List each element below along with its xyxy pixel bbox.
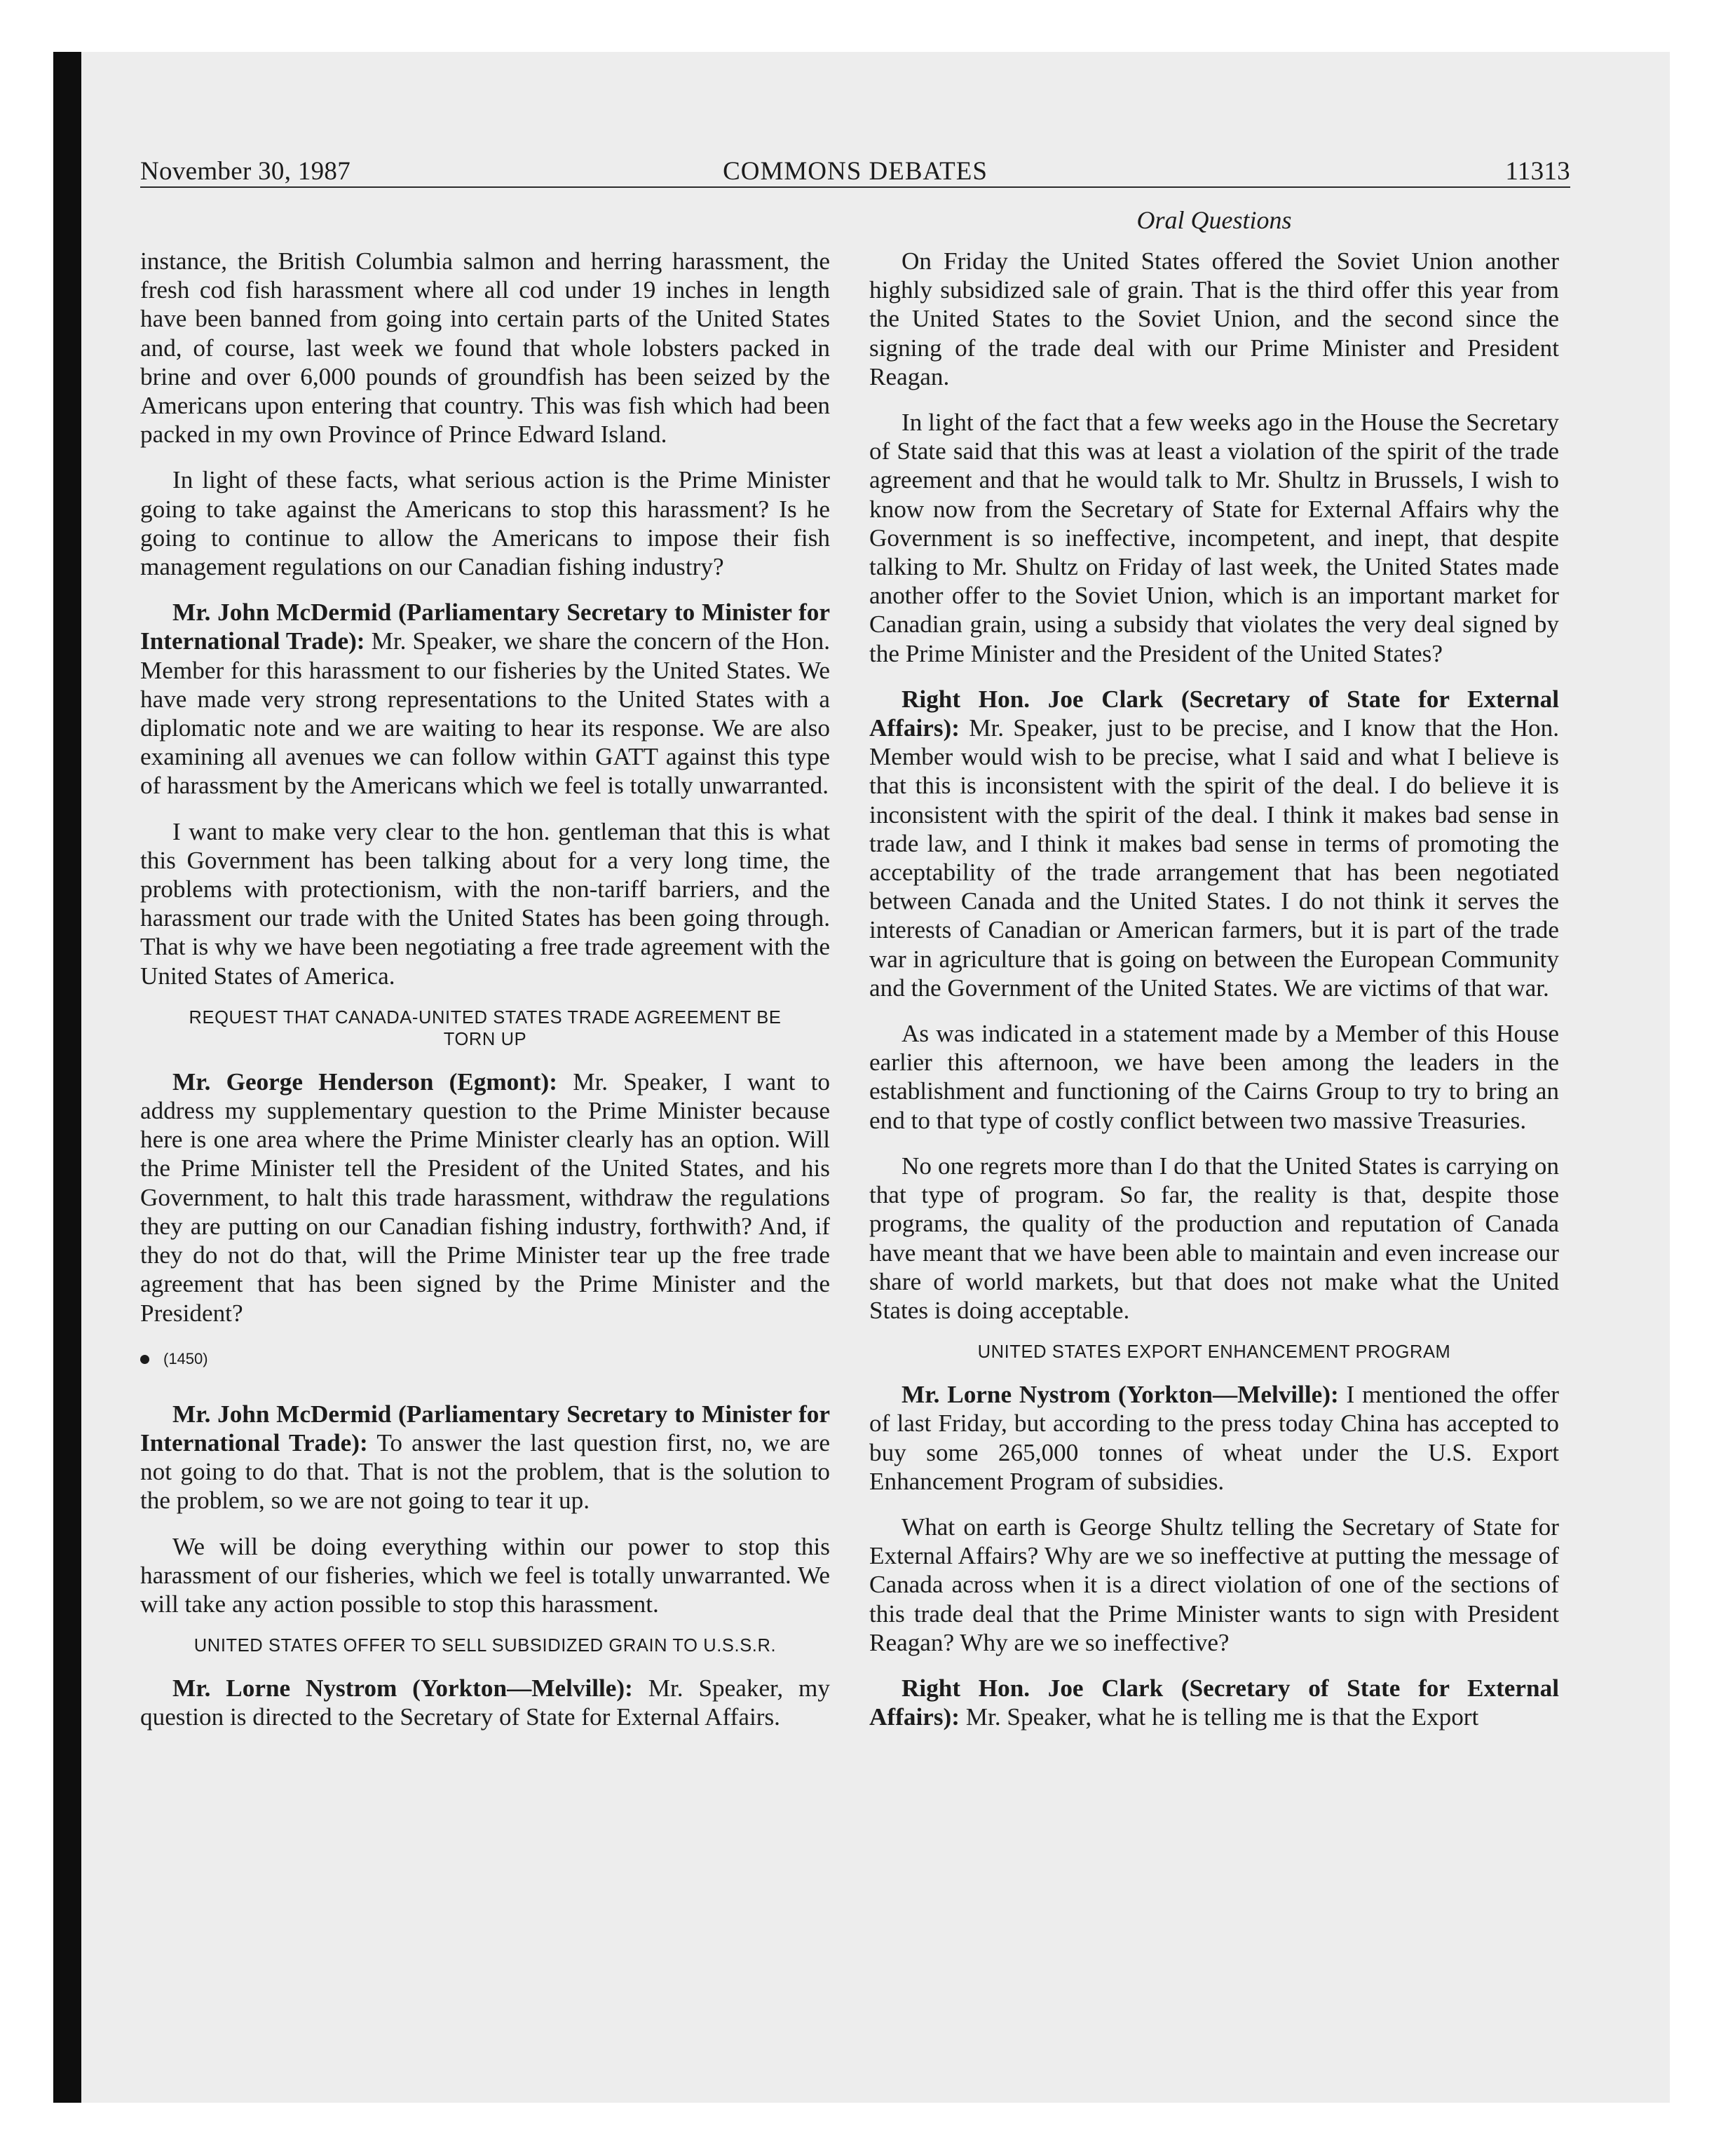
- speech-text: Mr. Speaker, I want to address my supplementary question to the Prime Minister because here is one area where the Prime Minister clearly has an option. Will the Prime Minister tell the President of the United States, and his Government, to halt this trade harassment, withdraw the regulations they are putting on our Canadian fishing industry, forthwith? And, if they do not do that, will the Prime Minister tear up the free trade agreement that has been signed by the Prime Minister and the President?: [140, 1067, 830, 1327]
- time-marker-text: (1450): [163, 1349, 208, 1367]
- header-page-number: 11313: [1505, 157, 1570, 186]
- speaker-paragraph: [869, 1380, 1559, 1496]
- speaker-paragraph: [140, 1400, 830, 1515]
- paragraph: On Friday the United States offered the Soviet Union another highly subsidized sale of grain. That is the third offer this year from the United States to the Soviet Union, and the second since the signing of the trade deal with our Prime Minister and President Reagan.: [869, 247, 1559, 390]
- bullet-icon: [140, 1355, 149, 1364]
- time-marker: [140, 1344, 830, 1373]
- speaker-paragraph: [869, 1674, 1559, 1731]
- scan-binding-edge: [53, 52, 81, 2103]
- paragraph: No one regrets more than I do that the United States is carrying on that type of program. So far, the reality is that, despite those programs, the quality of the production and reputation of Canada have meant that we have been able to maintain and even increase our share of world markets, but that does not make what the United States is doing acceptable.: [869, 1152, 1559, 1324]
- section-kicker: Oral Questions: [1136, 206, 1292, 234]
- speaker-name: Mr. John McDermid (Parliamentary Secretary to Minister for International Trade):: [140, 1400, 830, 1456]
- speaker-name: Mr. Lorne Nystrom (Yorkton—Melville):: [172, 1674, 633, 1703]
- section-subheading: UNITED STATES EXPORT ENHANCEMENT PROGRAM: [977, 1342, 1451, 1363]
- paragraph: In light of the fact that a few weeks ago in the House the Secretary of State said that this was at least a violation of the spirit of the trade agreement and that he would talk to Mr. Shultz in Brussels, I wish to know now from the Secretary of State for External Affairs why the Government is so ineffective, incompetent, and inept, that despite talking to Mr. Shultz on Friday of last week, the United States made another offer to the Soviet Union, which is an important market for Canadian grain, using a subsidy that violates the very deal signed by the Prime Minister and the President of the United States?: [869, 409, 1559, 667]
- header-rule: [140, 186, 1570, 188]
- running-header: [140, 154, 1570, 189]
- paragraph: What on earth is George Shultz telling the Secretary of State for External Affairs? Why are we so ineffective at putting the message of Canada across when it is a direct violation of one of the sections of this trade deal that the Prime Minister wants to sign with President Reagan? Why are we so ineffective?: [869, 1513, 1559, 1656]
- speech-text: I mentioned the offer of last Friday, but according to the press today China has accepted to buy some 265,000 tonnes of wheat under the U.S. Export Enhancement Program of subsidies.: [869, 1381, 1559, 1495]
- speech-text: Mr. Speaker, my question is directed to the Secretary of State for External Affairs.: [140, 1674, 830, 1731]
- header-date: November 30, 1987: [140, 157, 351, 186]
- paragraph: instance, the British Columbia salmon and herring harassment, the fresh cod fish harassment where all cod under 19 inches in length have been banned from going into certain parts of the United States and, of course, last week we found that whole lobsters packed in brine and over 6,000 pounds of groundfish has been seized by the Americans upon entering that country. This was fish which had been packed in my own Province of Prince Edward Island.: [140, 247, 830, 449]
- section-subheading: REQUEST THAT CANADA-UNITED STATES TRADE AGREEMENT BE TORN UP: [189, 1007, 782, 1049]
- speech-text: Mr. Speaker, we share the concern of the Hon. Member for this harassment to our fisheries by the United States. We have made very strong representations to the United States with a diplomatic note and we are waiting to hear its response. We are also examining all avenues we can follow within GATT against this type of harassment by the Americans which we feel is totally unwarranted.: [140, 627, 831, 800]
- paragraph: In light of these facts, what serious action is the Prime Minister going to take against the Americans to stop this harassment? Is he going to continue to allow the Americans to impose their fish management regulations on our Canadian fishing industry?: [140, 466, 830, 581]
- speaker-name: Mr. Lorne Nystrom (Yorkton—Melville):: [901, 1381, 1339, 1409]
- speaker-name: Mr. John McDermid (Parliamentary Secretary to Minister for International Trade):: [140, 599, 830, 655]
- paragraph: We will be doing everything within our power to stop this harassment of our fisheries, which we feel is totally unwarranted. We will take any action possible to stop this harassment.: [140, 1532, 830, 1618]
- section-subheading: UNITED STATES OFFER TO SELL SUBSIDIZED GRAIN TO U.S.S.R.: [193, 1636, 777, 1656]
- speaker-paragraph: [140, 1067, 830, 1328]
- speaker-name: Right Hon. Joe Clark (Secretary of State for External Affairs):: [869, 1674, 1559, 1731]
- header-title: COMMONS DEBATES: [723, 157, 988, 186]
- speech-text: To answer the last question first, no, we are not going to do that. That is not the problem, that is the solution to the problem, so we are not going to tear it up.: [140, 1428, 830, 1515]
- paragraph: I want to make very clear to the hon. gentleman that this is what this Government has been talking about for a very long time, the problems with protectionism, with the non-tariff barriers, and the harassment our trade with the United States has been going through. That is why we have been negotiating a free trade agreement with the United States of America.: [140, 817, 830, 990]
- speech-text: Mr. Speaker, just to be precise, and I know that the Hon. Member would wish to be precise, what I said and what I believe is that this is inconsistent with the spirit of the deal. I do believe it is inconsistent with the spirit of the deal. I think it makes bad sense in trade law, and I think it makes bad sense in terms of promoting the acceptability of the trade arrangement that has been negotiated between Canada and the United States. I do not think it serves the interests of Canadian or American farmers, but it is part of the trade war in agriculture that is going on between the European Community and the Government of the United States. We are victims of that war.: [869, 714, 1560, 1002]
- paragraph: As was indicated in a statement made by a Member of this House earlier this afternoon, we have been among the leaders in the establishment and functioning of the Cairns Group to try to bring an end to that type of costly conflict between two massive Treasuries.: [869, 1020, 1559, 1134]
- speaker-paragraph: [140, 1674, 830, 1731]
- left-column: [140, 247, 830, 1749]
- speech-text: Mr. Speaker, what he is telling me is that the Export: [965, 1703, 1479, 1731]
- speaker-name: Mr. George Henderson (Egmont):: [172, 1067, 557, 1096]
- speaker-paragraph: [869, 685, 1559, 1002]
- right-column: [869, 247, 1559, 1748]
- speaker-name: Right Hon. Joe Clark (Secretary of State for External Affairs):: [869, 685, 1559, 742]
- speaker-paragraph: [140, 598, 830, 800]
